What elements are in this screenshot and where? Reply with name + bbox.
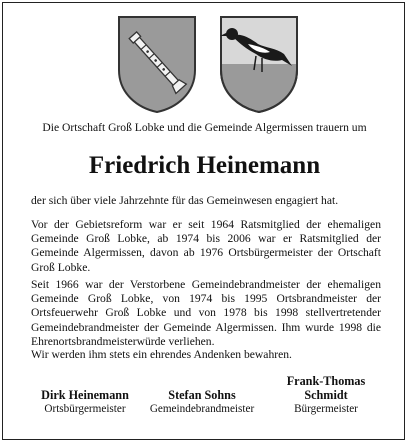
signature-role: Ortsbürgermeister bbox=[44, 403, 126, 415]
intro-line: Die Ortschaft Groß Lobke und die Gemeinde Algermissen trauern um bbox=[42, 121, 367, 134]
coat-of-arms-left-icon bbox=[116, 14, 198, 114]
paragraph-1: der sich über viele Jahrzehnte für das Gemeinwesen engagiert hat. bbox=[31, 194, 339, 207]
signature-name: Dirk Heinemann bbox=[41, 388, 129, 402]
paragraph-3: Seit 1966 war der Verstorbene Gemeindebrandmeister der ehemaligen Gemeinde Groß Lobke, von 1974 bis 1995 Ortsbrandmeister der Ortsfeuerwehr Groß Lobke und von 1978 bis 1998 stellvertretender Gemeindebrandmeister der Gemeinde Algermissen. Ihm wurde 1998 die Ehrenortsbrandmeisterwürde verliehen. bbox=[31, 278, 381, 348]
signature-2 bbox=[143, 388, 261, 416]
signature-3 bbox=[268, 374, 384, 416]
signature-role: Bürgermeister bbox=[294, 403, 358, 415]
coat-of-arms-right-icon bbox=[218, 14, 300, 114]
deceased-name: Friedrich Heinemann bbox=[88, 152, 321, 179]
paragraph-4: Wir werden ihm stets ein ehrendes Andenken bewahren. bbox=[31, 348, 292, 361]
signature-name: Stefan Sohns bbox=[168, 388, 236, 402]
signature-role: Gemeindebrandmeister bbox=[149, 403, 255, 415]
signature-name: Frank-Thomas Schmidt bbox=[286, 374, 366, 402]
signature-1 bbox=[30, 388, 140, 416]
coats-of-arms bbox=[0, 14, 409, 114]
paragraph-2: Vor der Gebietsreform war er seit 1964 Ratsmitglied der ehemaligen Gemeinde Groß Lobke, ab 1974 bis 2006 war er Ratsmitglied der Gemeinde Algermissen, davon ab 1976 Ortsbürgermeister der Ortschaft Groß Lobke. bbox=[31, 218, 381, 274]
